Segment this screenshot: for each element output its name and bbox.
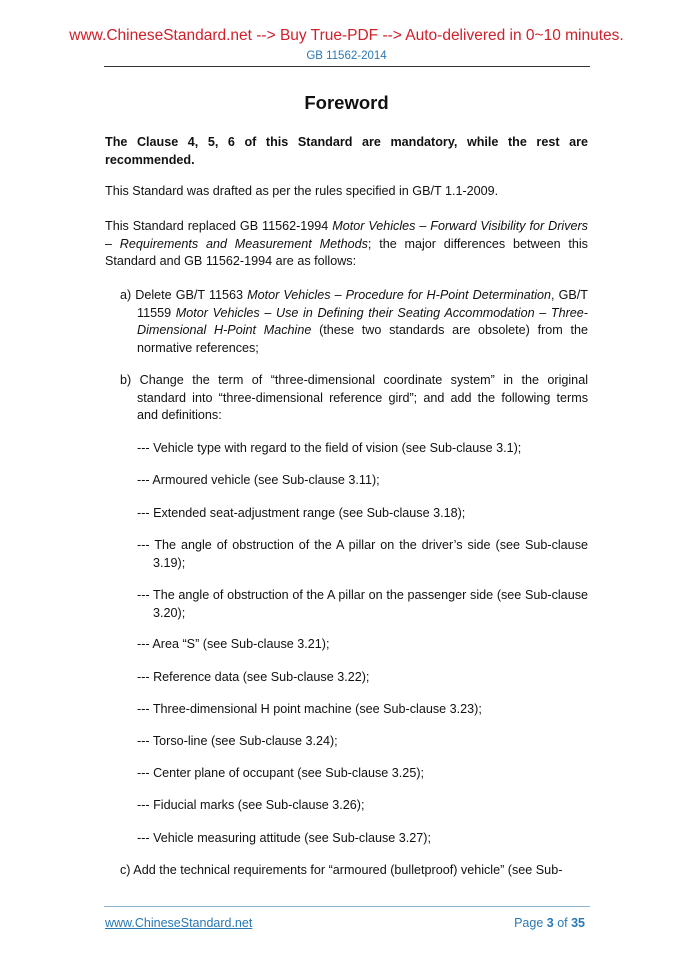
sub-item: --- Fiducial marks (see Sub-clause 3.26);: [137, 798, 365, 812]
sub-item: --- Vehicle type with regard to the field of vision (see Sub-clause 3.1);: [137, 441, 522, 455]
promo-banner[interactable]: www.ChineseStandard.net --> Buy True-PDF --> Auto-delivered in 0~10 minutes.: [69, 27, 624, 44]
list-label: a): [120, 288, 136, 302]
italic-title: Motor Vehicles – Forward Visibility for Drivers – Requirements and Measurement Methods: [105, 219, 588, 251]
page-indicator: [514, 916, 585, 930]
list-item-c: c) Add the technical requirements for “armoured (bulletproof) vehicle” (see Sub-: [120, 863, 563, 877]
text: This Standard replaced GB 11562-1994: [105, 219, 333, 233]
italic-title: Motor Vehicles – Use in Defining their Seating Accommodation – Three-Dimensional H-Point Machine: [137, 305, 588, 337]
sub-item: --- Three-dimensional H point machine (see Sub-clause 3.23);: [137, 702, 482, 716]
document-number: GB 11562-2014: [306, 50, 387, 62]
text: Delete GB/T 11563: [135, 288, 248, 302]
sub-item: --- Vehicle measuring attitude (see Sub-clause 3.27);: [137, 831, 432, 845]
footer-divider: [104, 906, 590, 907]
text: ; the major differences between this Standard and GB 11562-1994 are as follows:: [105, 236, 588, 268]
page-title: Foreword: [304, 92, 389, 113]
page-prefix: Page: [514, 916, 547, 930]
text: , GB/T 11559: [137, 288, 588, 320]
sub-item: --- Center plane of occupant (see Sub-clause 3.25);: [137, 766, 425, 780]
sub-item: --- Reference data (see Sub-clause 3.22);: [137, 670, 370, 684]
mandatory-clause-paragraph: The Clause 4, 5, 6 of this Standard are mandatory, while the rest are recommended.: [105, 135, 588, 167]
sub-item: --- Area “S” (see Sub-clause 3.21);: [137, 637, 330, 651]
drafting-rules-paragraph: This Standard was drafted as per the rules specified in GB/T 1.1-2009.: [105, 184, 499, 198]
sub-item: --- Extended seat-adjustment range (see Sub-clause 3.18);: [137, 506, 466, 520]
italic-title: Motor Vehicles – Procedure for H-Point Determination: [247, 288, 552, 302]
sub-item: --- Torso-line (see Sub-clause 3.24);: [137, 734, 338, 748]
page-of: of: [553, 916, 572, 930]
text: (these two standards are obsolete) from the normative references;: [137, 323, 589, 355]
header-divider: [104, 66, 590, 67]
replacement-paragraph: [105, 218, 588, 271]
list-item-b: b) Change the term of “three-dimensional coordinate system” in the original standard into “three-dimensional reference gird”; and add the following terms and definitions:: [120, 373, 588, 422]
list-item-a: [120, 287, 588, 357]
footer-website-link[interactable]: www.ChineseStandard.net: [105, 916, 253, 930]
sub-item: --- Armoured vehicle (see Sub-clause 3.11);: [137, 473, 380, 487]
sub-item: --- The angle of obstruction of the A pillar on the driver’s side (see Sub-clause 3.19);: [137, 538, 588, 570]
current-page: 3: [546, 916, 554, 930]
sub-item: --- The angle of obstruction of the A pillar on the passenger side (see Sub-clause 3.20);: [137, 588, 588, 620]
total-pages: 35: [571, 916, 585, 930]
